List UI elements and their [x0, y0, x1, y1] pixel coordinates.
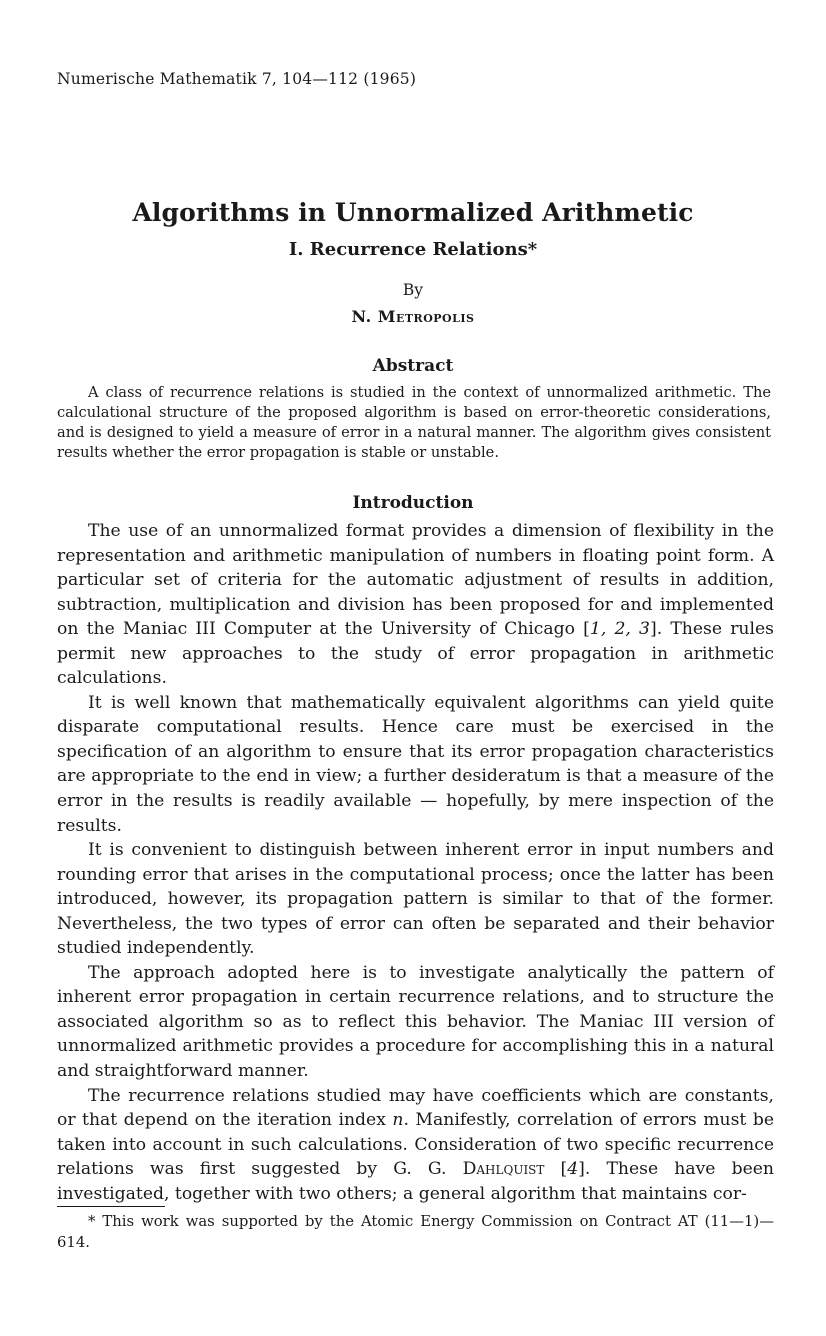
citation-ref-1-2-3: 1, 2, 3 [589, 619, 650, 640]
byline-by: By [402, 281, 424, 299]
abstract-text: A class of recurrence relations is studied in the context of unnormalized arithmetic. The calculational structure of the proposed algorithm is based on error-theoretic considerations, and is designed to yield a measure of error in a natural manner. The algorithm gives consistent results whether the error propagation is stable or unstable. [57, 384, 771, 462]
introduction-heading: Introduction [352, 493, 474, 513]
intro-p1-text-end: ]. These rules permit new approaches to the study of error propagation in arithmetic calculations. [57, 619, 774, 689]
intro-p5-text-3: [ [544, 1159, 568, 1180]
intro-paragraph-5 [57, 1084, 774, 1207]
introduction-body [57, 519, 774, 1206]
intro-paragraph-4: The approach adopted here is to investigate analytically the pattern of inherent error propagation in certain recurrence relations, and to structure the associated algorithm so as to reflect this behavior. The Maniac III version of unnormalized arithmetic provides a procedure for accomplishing this in a natural and straightforward manner. [57, 962, 774, 1082]
iteration-index-symbol: n [392, 1110, 404, 1131]
intro-p5-text-1: The recurrence relations studied may have coefficients which are constants, or that depend on the iteration index [57, 1085, 774, 1131]
intro-p5-text-2: . Manifestly, correlation of errors must be taken into account in such calculations. Consideration of two specific recurrence relations was first suggested by G. G. [57, 1110, 774, 1180]
footnote: * This work was supported by the Atomic Energy Commission on Contract AT (11—1)—614. [57, 1213, 774, 1251]
intro-p5-text-4: ]. These have been investigated, together with two others; a general algorithm that maintains cor- [57, 1159, 774, 1204]
running-head: Numerische Mathematik 7, 104—112 (1965) [57, 70, 417, 88]
intro-paragraph-3: It is convenient to distinguish between inherent error in input numbers and rounding error that arises in the computational process; once the latter has been introduced, however, its propagation pattern is similar to that of the former. Nevertheless, the two types of error can often be separated and their behavior studied independently. [57, 840, 774, 959]
citation-ref-4: 4 [567, 1159, 579, 1180]
paper-subtitle: I. Recurrence Relations* [288, 239, 538, 260]
intro-paragraph-2: It is well known that mathematically equivalent algorithms can yield quite disparate computational results. Hence care must be exercised in the specification of an algorithm to ensure that its error propagation characteristics are appropriate to the end in view; a further desideratum is that a measure of the error in the results is readily available — hopefully, by mere inspection of the results. [57, 692, 774, 836]
paper-title: Algorithms in Unnormalized Arithmetic [132, 198, 694, 227]
intro-paragraph-1 [57, 519, 774, 691]
author-name: N. Metropolis [351, 307, 475, 326]
footnote-rule [57, 1206, 165, 1207]
cited-author-dahlquist: Dahlquist [462, 1159, 545, 1180]
intro-p1-text: The use of an unnormalized format provides a dimension of flexibility in the representation and arithmetic manipulation of numbers in floating point form. A particular set of criteria for the automatic adjustment of results in addition, subtraction, multiplication and division has been proposed for and implemented on the Maniac III Computer at the University of Chicago [ [57, 521, 774, 640]
abstract-heading: Abstract [372, 356, 454, 376]
